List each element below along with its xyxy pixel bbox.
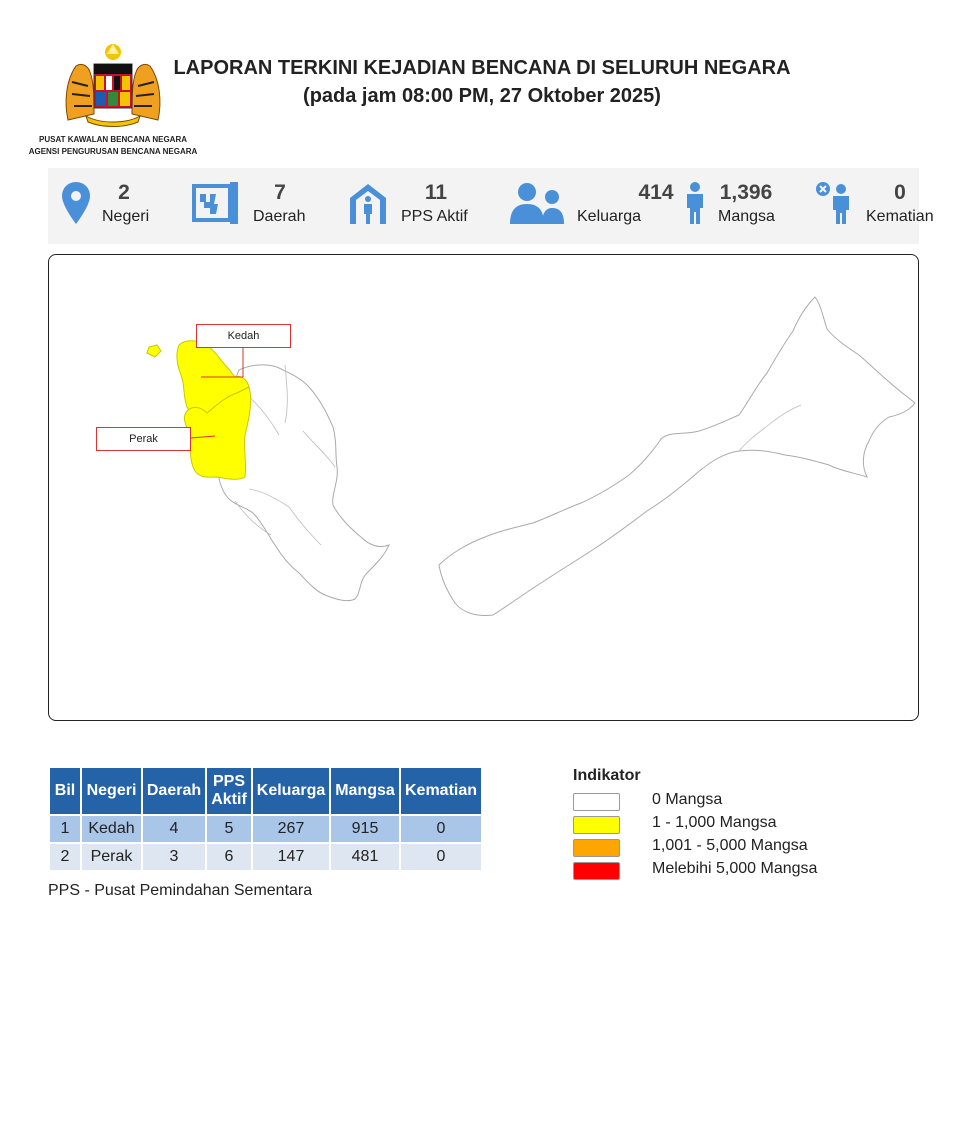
legend-label: 0 Mangsa: [652, 791, 723, 808]
cell-mangsa: 481: [331, 844, 399, 870]
agency-name: [18, 134, 208, 158]
stat-negeri-label: Negeri: [102, 208, 150, 225]
summary-stats-bar: [48, 168, 934, 244]
cell-bil: 2: [50, 844, 80, 870]
stat-daerah-label: Daerah: [253, 208, 306, 225]
report-header: [0, 0, 967, 160]
stat-negeri: [48, 168, 188, 244]
death-icon: [816, 182, 854, 224]
legend-swatch-yellow: [573, 816, 620, 834]
legend-item: [573, 791, 873, 814]
disaster-map[interactable]: [48, 254, 919, 721]
col-bil: Bil: [50, 768, 80, 814]
person-icon: [684, 182, 706, 224]
legend-label: Melebihi 5,000 Mangsa: [652, 860, 818, 877]
district-map-icon: [192, 182, 240, 224]
table-row: [50, 816, 481, 842]
map-legend: [573, 767, 873, 883]
cell-daerah: 3: [143, 844, 205, 870]
col-kematian: Kematian: [401, 768, 481, 814]
stat-kematian-value: 0: [894, 181, 906, 204]
cell-kematian: 0: [401, 816, 481, 842]
legend-swatch-orange: [573, 839, 620, 857]
report-title: LAPORAN TERKINI KEJADIAN BENCANA DI SELURUH NEGARA: [173, 57, 791, 79]
legend-label: 1 - 1,000 Mangsa: [652, 814, 777, 831]
col-negeri: Negeri: [82, 768, 141, 814]
map-label-perak: Perak: [96, 427, 191, 451]
stat-kematian: [808, 168, 934, 244]
legend-item: [573, 814, 873, 837]
cell-pps: 5: [207, 816, 251, 842]
stat-daerah-value: 7: [274, 181, 286, 204]
legend-swatch-red: [573, 862, 620, 880]
cell-keluarga: 267: [253, 816, 329, 842]
cell-negeri: Perak: [82, 844, 141, 870]
report-title-block: [150, 54, 814, 110]
stat-pps-value: 11: [424, 181, 448, 204]
stat-mangsa-value: 1,396: [719, 181, 773, 204]
table-header-row: [50, 768, 481, 814]
cell-keluarga: 147: [253, 844, 329, 870]
map-label-kedah: Kedah: [196, 324, 291, 348]
stat-mangsa: [668, 168, 808, 244]
cell-pps: 6: [207, 844, 251, 870]
stat-kematian-label: Kematian: [866, 208, 934, 225]
stat-keluarga-label: Keluarga: [577, 208, 642, 225]
langkawi-island: [147, 345, 161, 357]
col-pps-aktif: PPS Aktif: [207, 768, 251, 814]
family-icon: [510, 182, 566, 224]
cell-negeri: Kedah: [82, 816, 141, 842]
col-mangsa: Mangsa: [331, 768, 399, 814]
agency-line2: AGENSI PENGURUSAN BENCANA NEGARA: [28, 147, 198, 156]
cell-bil: 1: [50, 816, 80, 842]
shelter-icon: [348, 182, 388, 224]
legend-title: Indikator: [573, 767, 641, 784]
stat-negeri-value: 2: [118, 181, 130, 204]
stat-mangsa-label: Mangsa: [718, 208, 775, 225]
state-summary-table: [48, 766, 483, 872]
malaysia-map-svg: [49, 255, 918, 720]
legend-item: [573, 837, 873, 860]
stat-keluarga: [508, 168, 674, 244]
agency-line1: PUSAT KAWALAN BENCANA NEGARA: [39, 135, 187, 144]
col-daerah: Daerah: [143, 768, 205, 814]
legend-swatch-white: [573, 793, 620, 811]
cell-kematian: 0: [401, 844, 481, 870]
stat-pps-aktif: [348, 168, 508, 244]
borneo-outline: [439, 297, 915, 616]
table-row: [50, 844, 481, 870]
col-keluarga: Keluarga: [253, 768, 329, 814]
cell-daerah: 4: [143, 816, 205, 842]
pps-footnote: PPS - Pusat Pemindahan Sementara: [48, 882, 313, 899]
legend-item: [573, 860, 873, 883]
report-timestamp: (pada jam 08:00 PM, 27 Oktober 2025): [303, 85, 661, 107]
stat-keluarga-value: 414: [638, 181, 674, 204]
legend-label: 1,001 - 5,000 Mangsa: [652, 837, 808, 854]
stat-pps-label: PPS Aktif: [401, 208, 468, 225]
stat-daerah: [188, 168, 348, 244]
cell-mangsa: 915: [331, 816, 399, 842]
location-pin-icon: [62, 182, 90, 224]
